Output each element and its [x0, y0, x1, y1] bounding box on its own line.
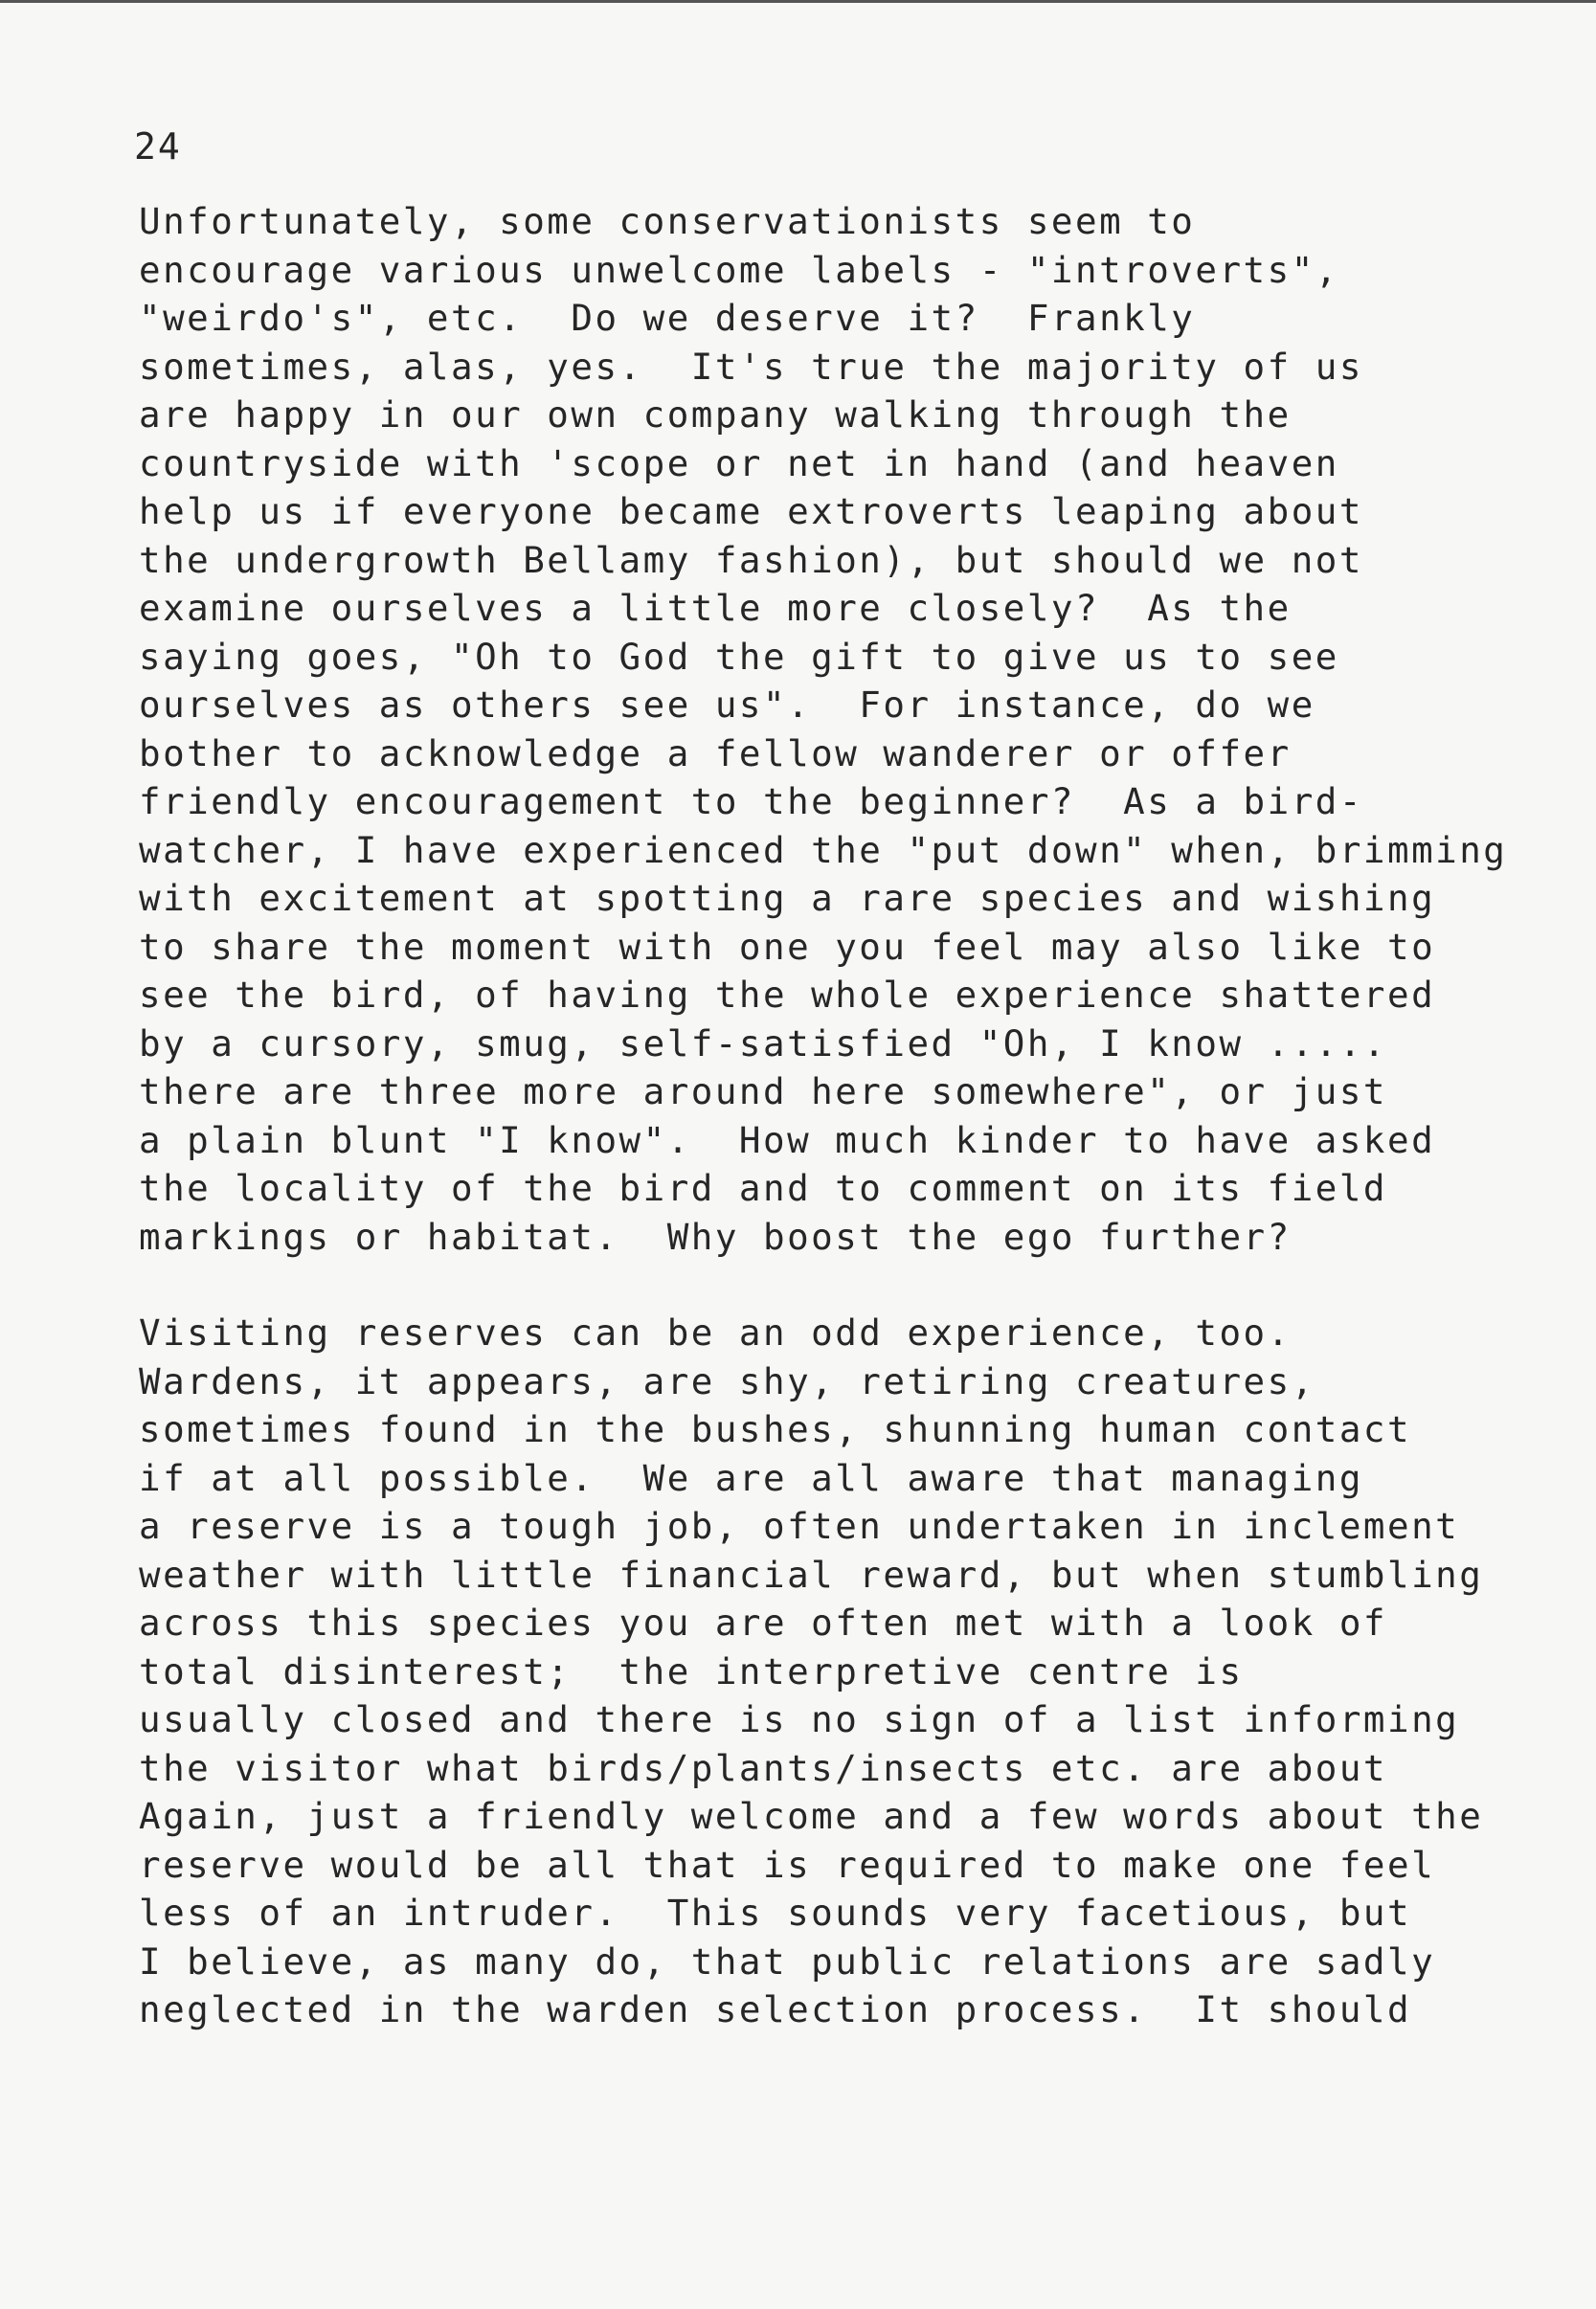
text-line: see the bird, of having the whole experience shattered: [139, 974, 1436, 1016]
text-line: the undergrowth Bellamy fashion), but should we not: [139, 538, 1363, 581]
text-line: Again, just a friendly welcome and a few words about the: [139, 1795, 1484, 1837]
text-line: sometimes found in the bushes, shunning human contact: [139, 1408, 1412, 1450]
text-line: across this species you are often met with a look of: [139, 1602, 1387, 1644]
text-line: weather with little financial reward, but when stumbling: [139, 1553, 1484, 1596]
text-line: neglected in the warden selection process. It should: [139, 1988, 1412, 2030]
text-line: usually closed and there is no sign of a list informing: [139, 1698, 1460, 1740]
text-line: "weirdo's", etc. Do we deserve it? Frankly: [139, 297, 1196, 339]
text-line: with excitement at spotting a rare species and wishing: [139, 877, 1436, 919]
text-line: friendly encouragement to the beginner? As a bird-: [139, 780, 1363, 822]
text-line: countryside with 'scope or net in hand (and heaven: [139, 441, 1339, 484]
page-number: 24: [134, 125, 182, 168]
paragraph-2: [139, 1309, 1483, 2034]
text-line: reserve would be all that is required to make one feel: [139, 1843, 1436, 1886]
text-line: Wardens, it appears, are shy, retiring creatures,: [139, 1359, 1315, 1402]
text-line: sometimes, alas, yes. It's true the majority of us: [139, 345, 1363, 388]
text-line: watcher, I have experienced the "put down" when, brimming: [139, 828, 1508, 871]
paragraph-1: [139, 197, 1507, 1261]
text-line: there are three more around here somewhere", or just: [139, 1070, 1387, 1112]
text-line: encourage various unwelcome labels - "introverts",: [139, 248, 1339, 291]
text-line: by a cursory, smug, self-satisfied "Oh, I know .....: [139, 1021, 1387, 1065]
text-line: markings or habitat. Why boost the ego further?: [139, 1215, 1292, 1258]
text-line: a reserve is a tough job, often undertaken in inclement: [139, 1505, 1460, 1547]
text-line: the locality of the bird and to comment on its field: [139, 1167, 1387, 1209]
text-line: are happy in our own company walking through the: [139, 393, 1292, 436]
top-edge-rule: [0, 0, 1596, 3]
text-line: a plain blunt "I know". How much kinder to have asked: [139, 1118, 1436, 1161]
text-line: total disinterest; the interpretive centre is: [139, 1649, 1244, 1693]
text-line: bother to acknowledge a fellow wanderer or offer: [139, 731, 1292, 774]
text-line: the visitor what birds/plants/insects etc. are about: [139, 1746, 1387, 1789]
text-line: ourselves as others see us". For instance, do we: [139, 684, 1315, 726]
text-line: to share the moment with one you feel may also like to: [139, 925, 1436, 968]
text-line: help us if everyone became extroverts leaping about: [139, 490, 1363, 532]
text-line: I believe, as many do, that public relations are sadly: [139, 1939, 1436, 1983]
text-line: Visiting reserves can be an odd experience, too.: [139, 1311, 1292, 1354]
text-line: Unfortunately, some conservationists seem to: [139, 200, 1196, 242]
text-line: if at all possible. We are all aware that managing: [139, 1456, 1363, 1499]
text-line: less of an intruder. This sounds very facetious, but: [139, 1892, 1412, 1934]
text-line: examine ourselves a little more closely? As the: [139, 587, 1292, 629]
text-line: saying goes, "Oh to God the gift to give us to see: [139, 635, 1339, 678]
